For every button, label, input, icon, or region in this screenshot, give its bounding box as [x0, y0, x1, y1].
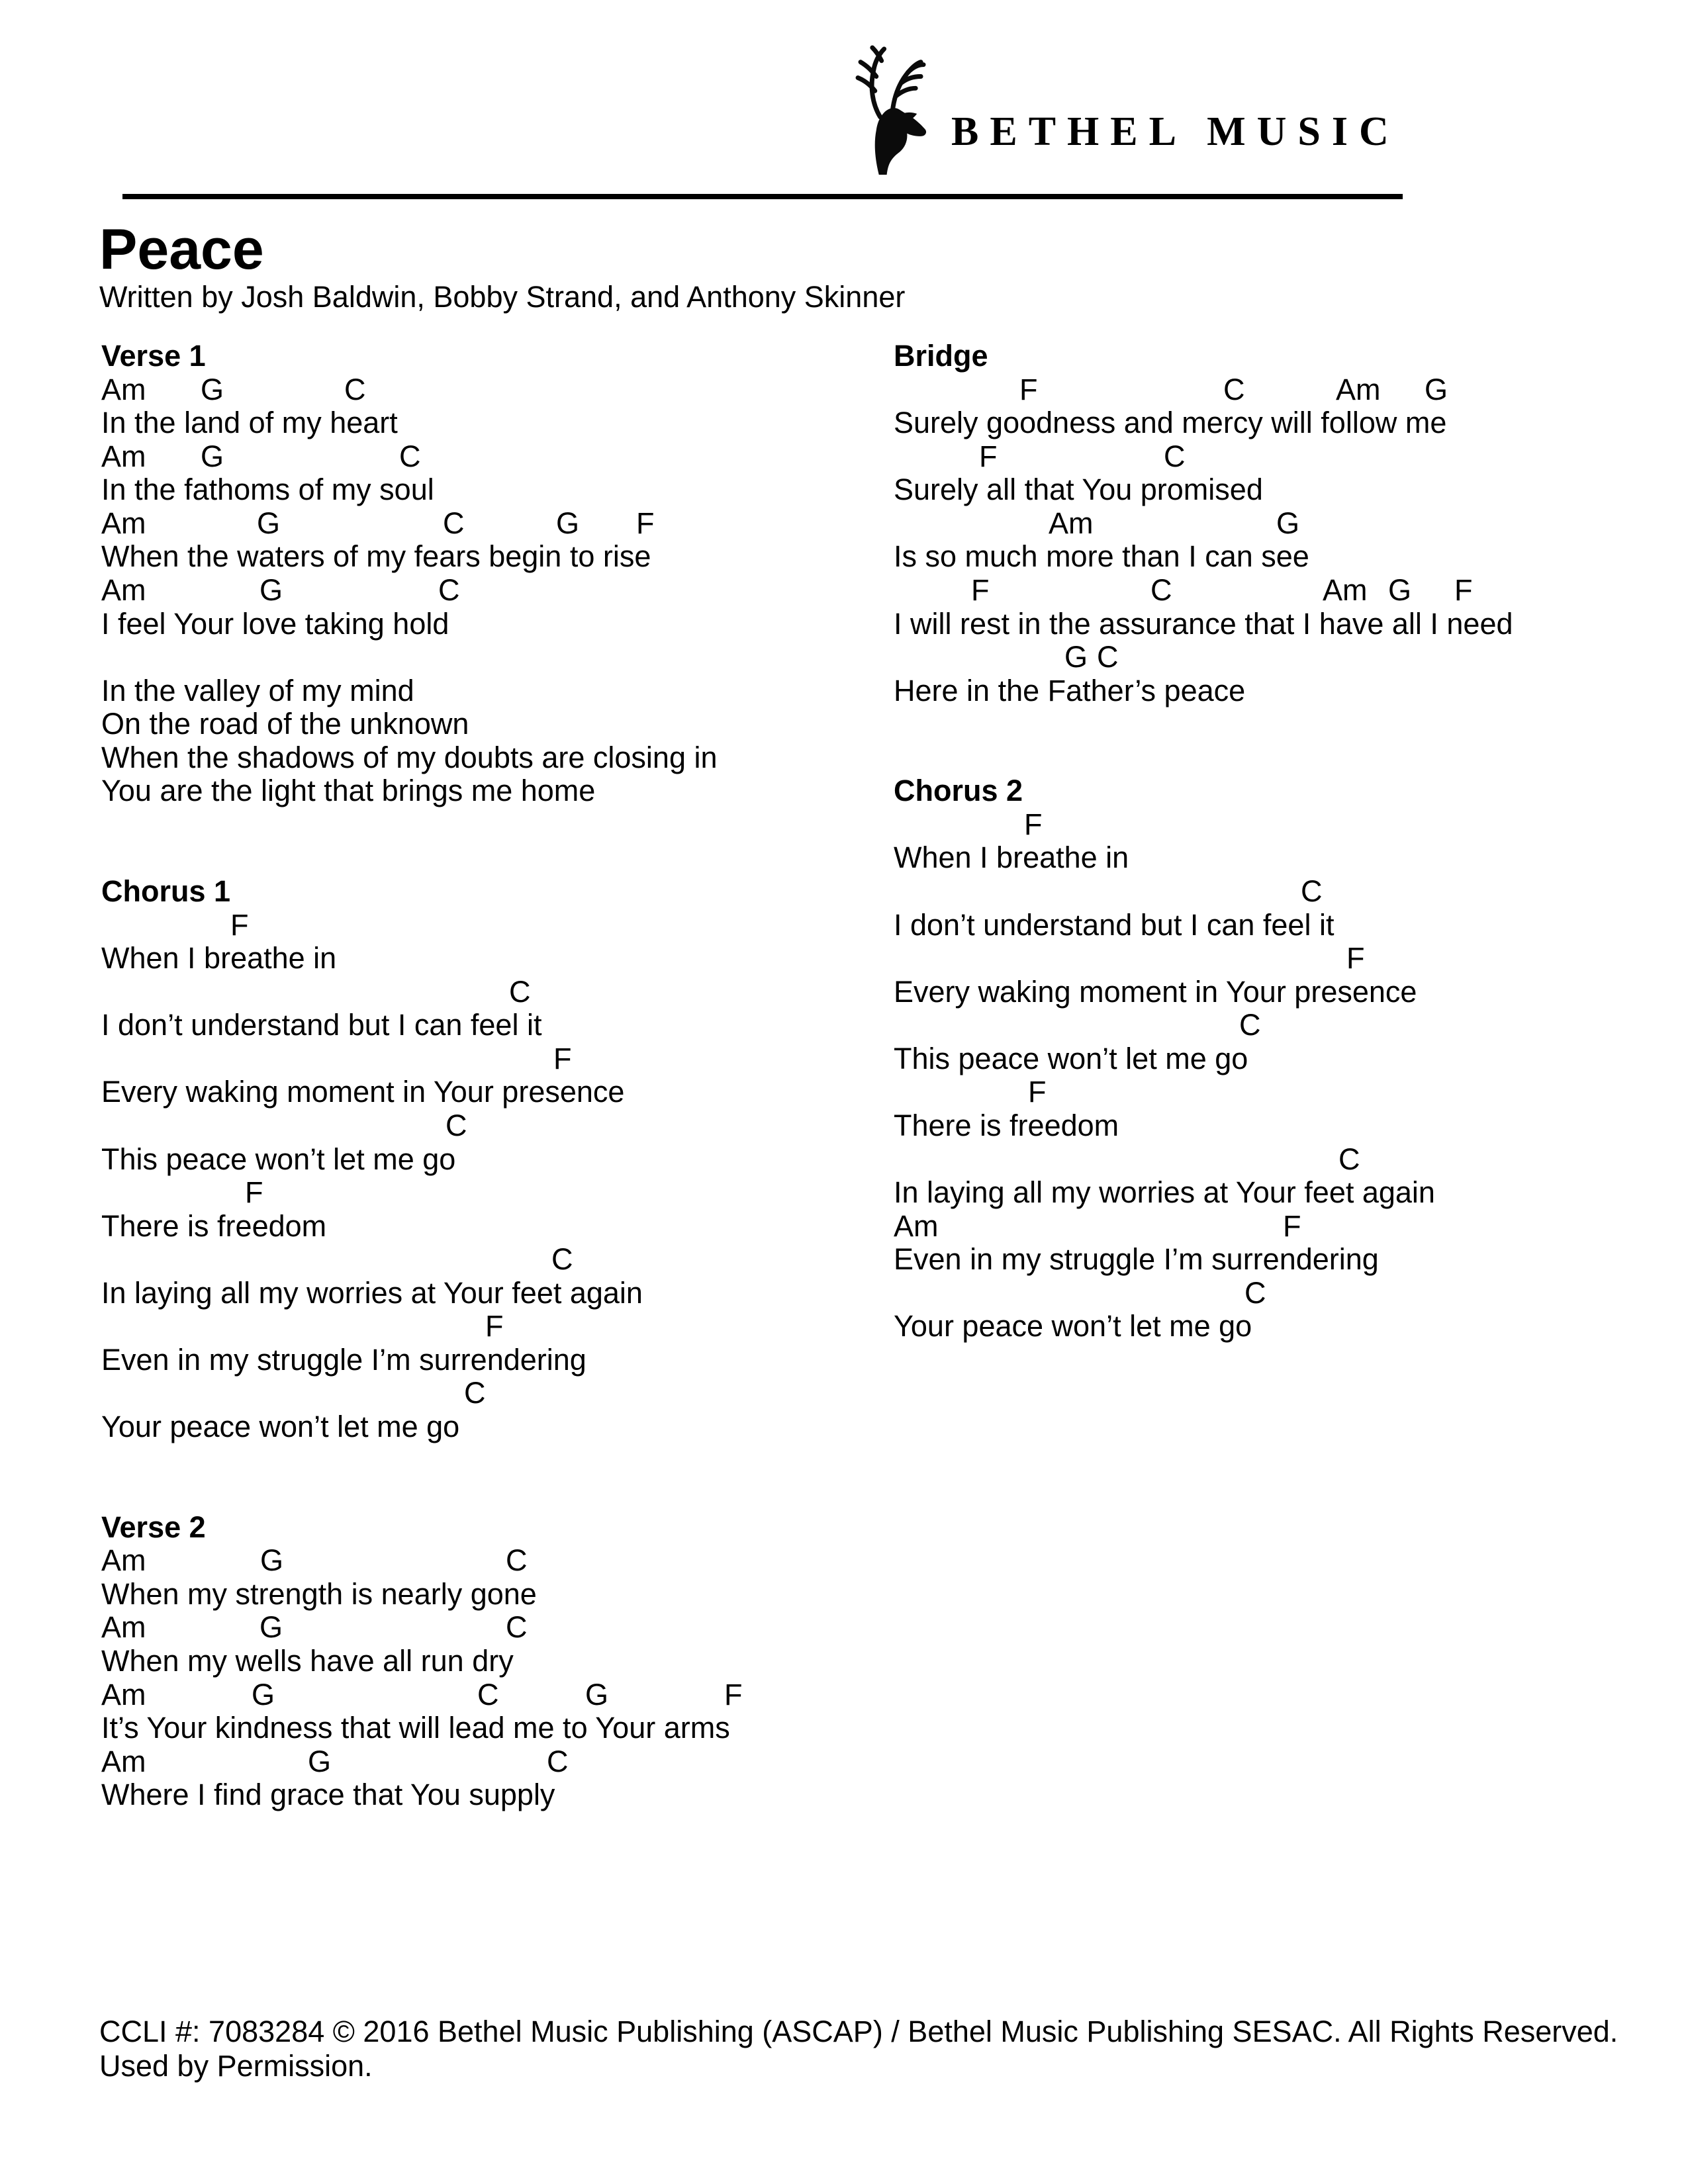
- chord: G: [585, 1677, 609, 1711]
- lyric-line: When I breathe in: [894, 841, 1129, 875]
- chord-line: [894, 507, 1662, 541]
- blank-line: [894, 707, 1662, 741]
- section-header: Verse 1: [101, 339, 206, 373]
- chord: Am: [101, 1744, 146, 1778]
- chord: Am: [101, 506, 146, 540]
- chord: G: [308, 1744, 332, 1778]
- lyric-line: Is so much more than I can see: [894, 539, 1309, 574]
- chord-line: [101, 1176, 869, 1210]
- chord: G: [556, 506, 580, 540]
- chord: Am: [101, 1543, 146, 1578]
- lyric-line: On the road of the unknown: [101, 707, 469, 741]
- chord: Am: [1323, 572, 1368, 607]
- lyric-line: When the shadows of my doubts are closing in: [101, 740, 718, 774]
- lyric-line: Surely all that You promised: [894, 473, 1263, 507]
- chord: G: [1388, 572, 1412, 607]
- chord-line: [894, 641, 1662, 674]
- lyric-line: In the land of my heart: [101, 406, 398, 440]
- chord-line: [101, 1377, 869, 1410]
- chord: F: [636, 506, 655, 540]
- section-header: Chorus 1: [101, 874, 231, 908]
- footer-line-1: CCLI #: 7083284 © 2016 Bethel Music Publishing (ASCAP) / Bethel Music Publishing SESAC. All Rights Reserved.: [99, 2015, 1618, 2048]
- chord: F: [1019, 372, 1038, 406]
- chord: G: [201, 439, 224, 473]
- chord: C: [506, 1543, 528, 1578]
- lyric-line: You are the light that brings me home: [101, 774, 596, 808]
- chord-line: [894, 1210, 1662, 1244]
- chord: Am: [101, 572, 146, 607]
- chord: F: [1346, 941, 1365, 976]
- chord-line: [101, 1611, 869, 1645]
- chord: C: [399, 439, 421, 473]
- chord: G: [1425, 372, 1448, 406]
- chord-line: [101, 976, 869, 1009]
- chord: C: [445, 1108, 467, 1142]
- blank-line: [101, 841, 869, 875]
- chord-line: [101, 1678, 869, 1712]
- chord-line: [101, 1544, 869, 1578]
- blank-line: [101, 1477, 869, 1511]
- lyric-line: I don’t understand but I can feel it: [101, 1008, 542, 1042]
- lyric-line: Every waking moment in Your presence: [101, 1075, 625, 1109]
- brand-name: BETHEL MUSIC: [951, 109, 1400, 154]
- chord-line: [894, 808, 1662, 842]
- chord: Am: [1049, 506, 1094, 540]
- blank-line: [101, 641, 869, 674]
- chord: C: [509, 974, 531, 1009]
- chord: F: [979, 439, 998, 473]
- section-header: Bridge: [894, 339, 988, 373]
- chord: C: [506, 1610, 528, 1645]
- chord: C: [1244, 1275, 1266, 1310]
- chord: F: [1454, 572, 1473, 607]
- lyric-line: I will rest in the assurance that I have all I need: [894, 606, 1513, 641]
- chord: G: [201, 372, 224, 406]
- chord: Am: [101, 1677, 146, 1711]
- chord: C: [1338, 1142, 1360, 1176]
- lyric-line: In the fathoms of my soul: [101, 473, 434, 507]
- chord: Am: [894, 1208, 939, 1243]
- chord: F: [1024, 807, 1043, 841]
- chord-line: [101, 440, 869, 474]
- blank-line: [101, 1444, 869, 1478]
- chord: Am: [101, 372, 146, 406]
- lyric-line: When my strength is nearly gone: [101, 1576, 537, 1611]
- chord: C: [464, 1376, 486, 1410]
- chord: Am: [101, 1610, 146, 1645]
- chord-line: [894, 1075, 1662, 1109]
- column-left: [101, 340, 869, 1812]
- lyric-line: It’s Your kindness that will lead me to Your arms: [101, 1711, 730, 1745]
- lyric-line: This peace won’t let me go: [101, 1142, 456, 1176]
- chord: Am: [101, 439, 146, 473]
- chord-line: [894, 373, 1662, 407]
- chord: C: [547, 1744, 569, 1778]
- chord-line: [101, 1310, 869, 1343]
- chord-line: [101, 373, 869, 407]
- deer-logo-icon: [853, 44, 935, 175]
- chord: F: [553, 1041, 572, 1075]
- chord: F: [485, 1309, 504, 1343]
- column-right: [894, 340, 1662, 1343]
- chord: C: [1164, 439, 1186, 473]
- copyright-footer: [99, 2015, 1618, 2083]
- song-title: Peace: [99, 218, 264, 281]
- chord-line: [101, 909, 869, 942]
- chord: C: [1223, 372, 1245, 406]
- lyric-line: Your peace won’t let me go: [101, 1410, 460, 1443]
- lyric-line: In laying all my worries at Your feet again: [894, 1175, 1435, 1210]
- footer-line-2: Used by Permission.: [99, 2049, 373, 2083]
- chord: C: [477, 1677, 499, 1711]
- lyric-line: Surely goodness and mercy will follow me: [894, 406, 1447, 440]
- chord: C: [344, 372, 366, 406]
- chord-line: [894, 574, 1662, 608]
- header-divider: [122, 194, 1403, 199]
- chord: C: [1150, 572, 1172, 607]
- lyric-line: In the valley of my mind: [101, 673, 414, 707]
- lyric-line: In laying all my worries at Your feet again: [101, 1275, 643, 1310]
- blank-line: [101, 808, 869, 842]
- chord-line: [894, 1277, 1662, 1310]
- lyric-line: Even in my struggle I’m surrendering: [894, 1242, 1379, 1277]
- byline: Written by Josh Baldwin, Bobby Strand, and Anthony Skinner: [99, 280, 906, 314]
- blank-line: [894, 741, 1662, 775]
- lyric-line: This peace won’t let me go: [894, 1041, 1248, 1075]
- chord: C: [443, 506, 465, 540]
- chord: G: [257, 506, 281, 540]
- section-header: Verse 2: [101, 1510, 206, 1544]
- chord: G: [1064, 640, 1088, 674]
- chord: G: [259, 572, 283, 607]
- lyric-line: There is freedom: [101, 1208, 327, 1243]
- chord-line: [101, 507, 869, 541]
- chord: C: [1097, 640, 1119, 674]
- chord: C: [438, 572, 460, 607]
- lyric-line: I feel Your love taking hold: [101, 606, 449, 641]
- chord: Am: [1336, 372, 1381, 406]
- chord: C: [1301, 874, 1323, 908]
- lyric-line: Even in my struggle I’m surrendering: [101, 1342, 586, 1377]
- chord: G: [260, 1543, 284, 1578]
- chord-line: [101, 1042, 869, 1076]
- section-header: Chorus 2: [894, 774, 1023, 808]
- chord-line: [101, 1109, 869, 1143]
- chord: F: [1283, 1208, 1301, 1243]
- chord-line: [894, 942, 1662, 976]
- chord-line: [894, 1143, 1662, 1177]
- chord: F: [971, 572, 990, 607]
- chord: F: [724, 1677, 743, 1711]
- chord-line: [101, 574, 869, 608]
- chord: C: [551, 1242, 573, 1277]
- lyric-line: Your peace won’t let me go: [894, 1309, 1252, 1343]
- lyric-line: When my wells have all run dry: [101, 1643, 514, 1678]
- chord: F: [230, 907, 249, 942]
- lyric-line: Where I find grace that You supply: [101, 1778, 555, 1812]
- chord-line: [101, 1243, 869, 1277]
- lyric-line: Here in the Father’s peace: [894, 673, 1246, 707]
- lyric-line: When the waters of my fears begin to rise: [101, 539, 651, 574]
- chord-line: [894, 1009, 1662, 1042]
- chord: C: [1239, 1008, 1261, 1042]
- lyric-line: Every waking moment in Your presence: [894, 974, 1417, 1009]
- chord: G: [259, 1610, 283, 1645]
- chord: F: [245, 1175, 263, 1210]
- chord: G: [1276, 506, 1300, 540]
- chord-line: [101, 1745, 869, 1779]
- chord-line: [894, 440, 1662, 474]
- lyric-line: I don’t understand but I can feel it: [894, 907, 1335, 942]
- lyric-line: There is freedom: [894, 1108, 1119, 1142]
- chord: F: [1028, 1075, 1047, 1109]
- chord: G: [252, 1677, 275, 1711]
- lyric-line: When I breathe in: [101, 941, 337, 976]
- chord-line: [894, 875, 1662, 909]
